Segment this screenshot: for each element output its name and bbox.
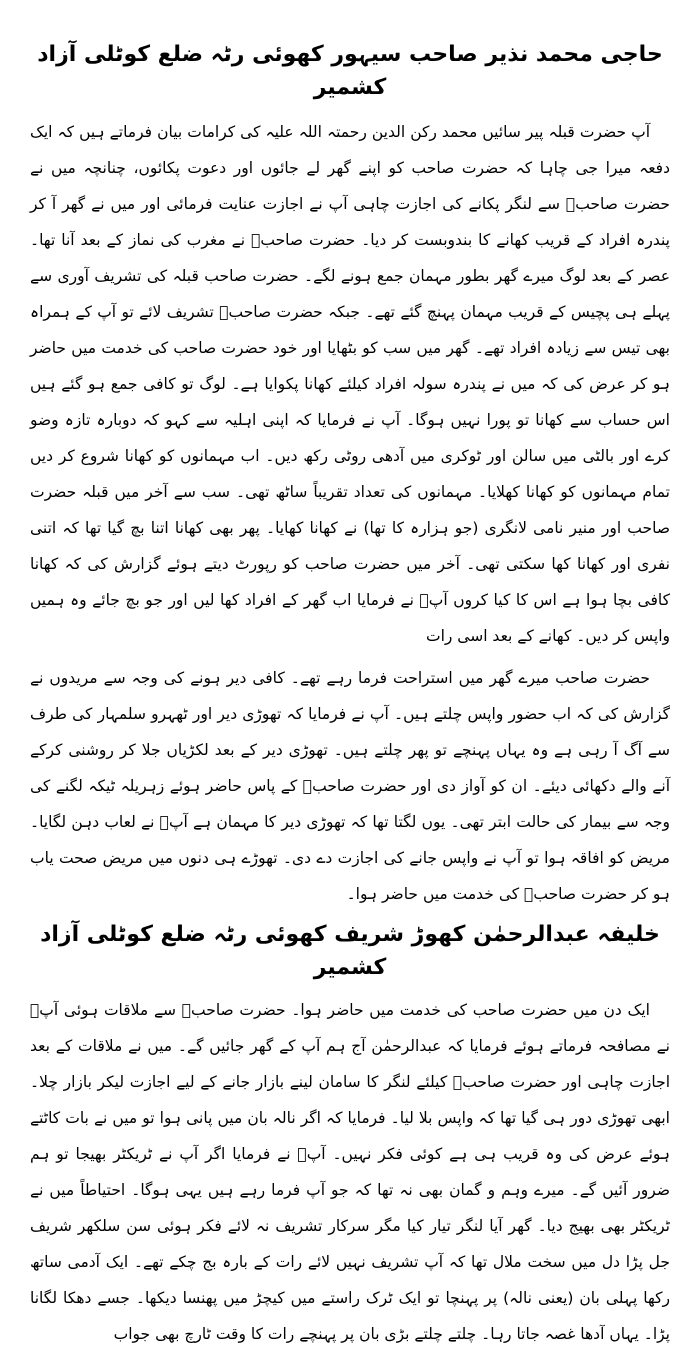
section-heading-haji-muhammad-nazir: حاجی محمد نذیر صاحب سیہور کھوئی رٹہ ضلع کوٹلی آزاد کشمیر [37,42,663,100]
section-heading-khalifa-abdul-rahman: خلیفہ عبدالرحمٰن کھوڑ شریف کھوئی رٹہ ضلع کوٹلی آزاد کشمیر [40,922,660,980]
paragraph-karamat-story-patient: حضرت صاحب میرے گھر میں استراحت فرما رہے تھے۔ کافی دیر ہونے کی وجہ سے مریدوں نے گزارش کی کہ اب حضور واپس چلتے ہیں۔ آپ نے فرمایا کہ تھوڑی دیر اور ٹھہرو سلمہار کی طرف سے آگ آ رہی ہے وہ یہاں پہنچے تو پھر چلتے ہیں۔ تھوڑی دیر کے بعد لکڑیاں جلا کر روشنی کرکے آنے والے دکھائی دیئے۔ ان کو آواز دی اور حضرت صاحبؒ کے پاس حاضر ہوئے زہریلہ ٹیکہ لگنے کی وجہ سے بیمار کی حالت ابتر تھی۔ یوں لگتا تھا کہ تھوڑی دیر کا مہمان ہے آپؒ نے لعاب دہن لگایا۔ مریض کو افاقہ ہوا تو آپ نے واپس جانے کی اجازت دے دی۔ تھوڑے ہی دنوں میں مریض صحت یاب ہو کر حضرت صاحبؒ کی خدمت میں حاضر ہوا۔ [30,669,670,903]
paragraph-visit-story: ایک دن میں حضرت صاحب کی خدمت میں حاضر ہوا۔ حضرت صاحبؒ سے ملاقات ہوئی آپؒ نے مصافحہ فرماتے ہوئے فرمایا کہ عبدالرحمٰن آج ہم آپ کے گھر جائیں گے۔ میں نے ملاقات کے بعد اجازت چاہی اور حضرت صاحبؒ کیلئے لنگر کا سامان لینے بازار جانے کے لیے اجازت لیکر بازار چلا۔ ابھی تھوڑی دور ہی گیا تھا کہ واپس بلا لیا۔ فرمایا کہ اگر نالہ بان میں پانی ہوا تو میں نے بات کاٹتے ہوئے عرض کی وہ قریب ہی ہے کوئی فکر نہیں۔ آپؒ نے فرمایا اگر آپ نے ٹریکٹر بھیجا تو ہم ضرور آئیں گے۔ میرے وہم و گمان بھی نہ تھا کہ جو آپ فرما رہے ہیں یہی ہوگا۔ احتیاطاً میں نے ٹریکٹر بھی بھیج دیا۔ گھر آیا لنگر تیار کیا مگر سرکار تشریف نہ لائے فکر ہوئی سن سلکھر شریف جل پڑا دل میں سخت ملال تھا کہ آپ تشریف نہیں لائے رات کے بارہ بج چکے تھے۔ ایک آدمی ساتھ رکھا پہلی بان (یعنی نالہ) پر پہنچا تو ایک ٹرک راستے میں کیچڑ میں پھنسا دیکھا۔ جسے دھکا لگانا پڑا۔ یہاں آدھا غصہ جاتا رہا۔ چلتے چلتے بڑی بان پر پہنچے رات کا وقت ٹارچ بھی جواب [30,1001,670,1343]
paragraph-karamat-story-meal: آپ حضرت قبلہ پیر سائیں محمد رکن الدین رحمتہ اللہ علیہ کی کرامات بیان فرماتے ہیں کہ ایک دفعہ میرا جی چاہا کہ حضرت صاحب کو اپنے گھر لے جائوں اور دعوت پکائوں، چنانچہ میں نے حضرت صاحبؒ سے لنگر پکانے کی اجازت چاہی آپ نے اجازت عنایت فرمائی اور میں نے گھر آ کر پندرہ افراد کے قریب کھانے کا بندوبست کر دیا۔ حضرت صاحبؒ نے مغرب کی نماز کے بعد آنا تھا۔ عصر کے بعد لوگ میرے گھر بطور مہمان جمع ہونے لگے۔ حضرت صاحب قبلہ کی تشریف آوری سے پہلے ہی پچیس کے قریب مہمان پہنچ گئے تھے۔ جبکہ حضرت صاحبؒ تشریف لائے تو آپ کے ہمراہ بھی تیس سے زیادہ افراد تھے۔ گھر میں سب کو بٹھایا اور خود حضرت صاحب کی خدمت میں حاضر ہو کر عرض کی کہ میں نے پندرہ سولہ افراد کیلئے کھانا پکوایا ہے۔ لوگ تو کافی جمع ہو گئے ہیں اس حساب سے کھانا تو پورا نہیں ہوگا۔ آپ نے فرمایا کہ اپنی اہلیہ سے کہو کہ دوبارہ تازہ وضو کرے اور بالٹی میں سالن اور ٹوکری میں آدھی روٹی رکھ دیں۔ اب مہمانوں کو کھانا شروع کر دیں تمام مہمانوں کو کھانا کھلایا۔ مہمانوں کی تعداد تقریباً ساٹھ تھی۔ سب سے آخر میں قبلہ حضرت صاحب اور منیر نامی لانگری (جو ہزارہ کا تھا) نے کھانا کھایا۔ پھر بھی کھانا اتنا بچ گیا تھا کہ اتنی نفری اور کھانا کھا سکتی تھی۔ آخر میں حضرت صاحب کو رپورٹ دیتے ہوئے گزارش کی کہ کھانا کافی بچا ہوا ہے اس کا کیا کروں آپؒ نے فرمایا اب گھر کے افراد کھا لیں اور جو بچ جائے وہ ہمیں واپس کر دیں۔ کھانے کے بعد اسی رات [30,123,670,645]
